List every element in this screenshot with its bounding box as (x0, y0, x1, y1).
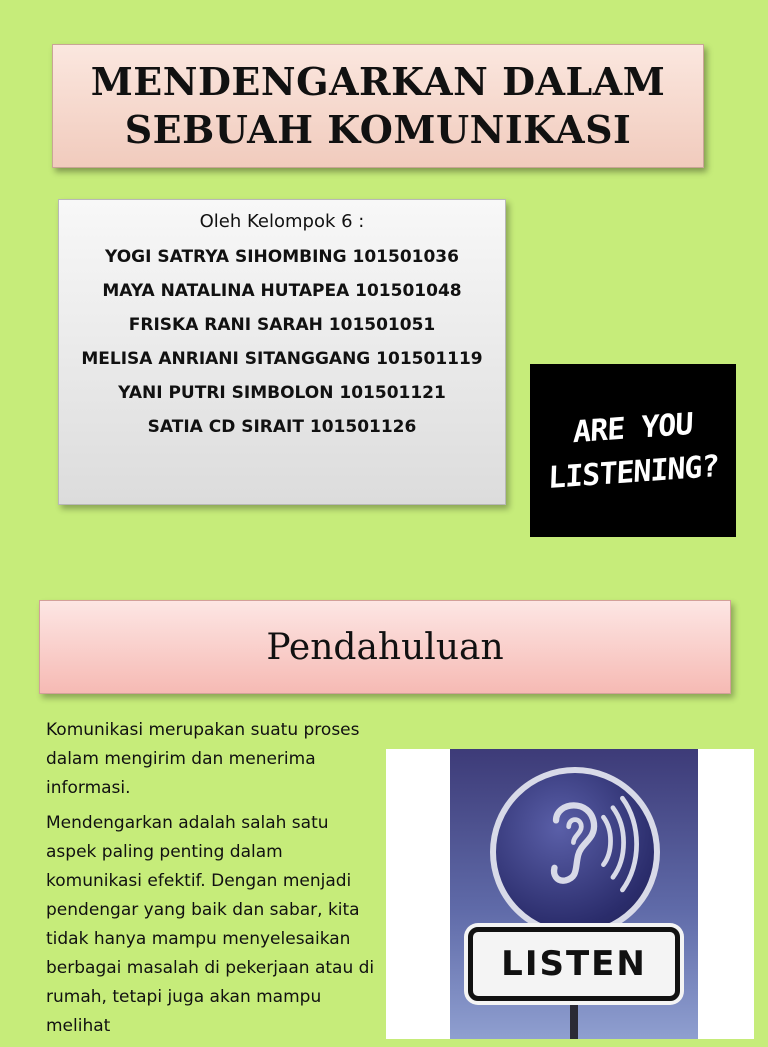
section-title: Pendahuluan (266, 626, 504, 668)
are-you-line-1: ARE YOU (572, 406, 694, 450)
members-box (58, 199, 506, 505)
listen-photo (450, 749, 698, 1039)
section-header-box (39, 600, 731, 694)
listen-plate (468, 927, 680, 1001)
body-paragraph: Mendengarkan adalah salah satu aspek paling penting dalam komunikasi efektif. Dengan menjadi pendengar yang baik dan sabar, kita tidak hanya mampu menyelesaikan berbagai masalah di pekerjaan atau di rumah, tetapi juga akan mampu melihat (46, 813, 375, 1036)
are-you-listening-image (530, 364, 736, 537)
member-item: YANI PUTRI SIMBOLON 101501121 (118, 383, 446, 403)
member-item: YOGI SATRYA SIHOMBING 101501036 (105, 247, 459, 267)
member-item: SATIA CD SIRAIT 101501126 (147, 417, 417, 437)
members-heading: Oleh Kelompok 6 : (199, 211, 365, 232)
body-paragraph: Komunikasi merupakan suatu proses dalam mengirim dan menerima informasi. (46, 720, 360, 798)
title-box (52, 44, 704, 168)
member-item: MAYA NATALINA HUTAPEA 101501048 (102, 281, 462, 301)
member-item: MELISA ANRIANI SITANGGANG 101501119 (81, 349, 483, 369)
listen-sign-image (386, 749, 754, 1039)
body-text (46, 716, 376, 1047)
title-line-2: SEBUAH KOMUNIKASI (124, 107, 632, 152)
member-item: FRISKA RANI SARAH 101501051 (128, 315, 436, 335)
title-line-1: MENDENGARKAN DALAM (90, 59, 666, 104)
ear-icon (490, 767, 660, 937)
listen-word: LISTEN (501, 944, 647, 984)
are-you-line-2: LISTENING? (547, 448, 719, 496)
